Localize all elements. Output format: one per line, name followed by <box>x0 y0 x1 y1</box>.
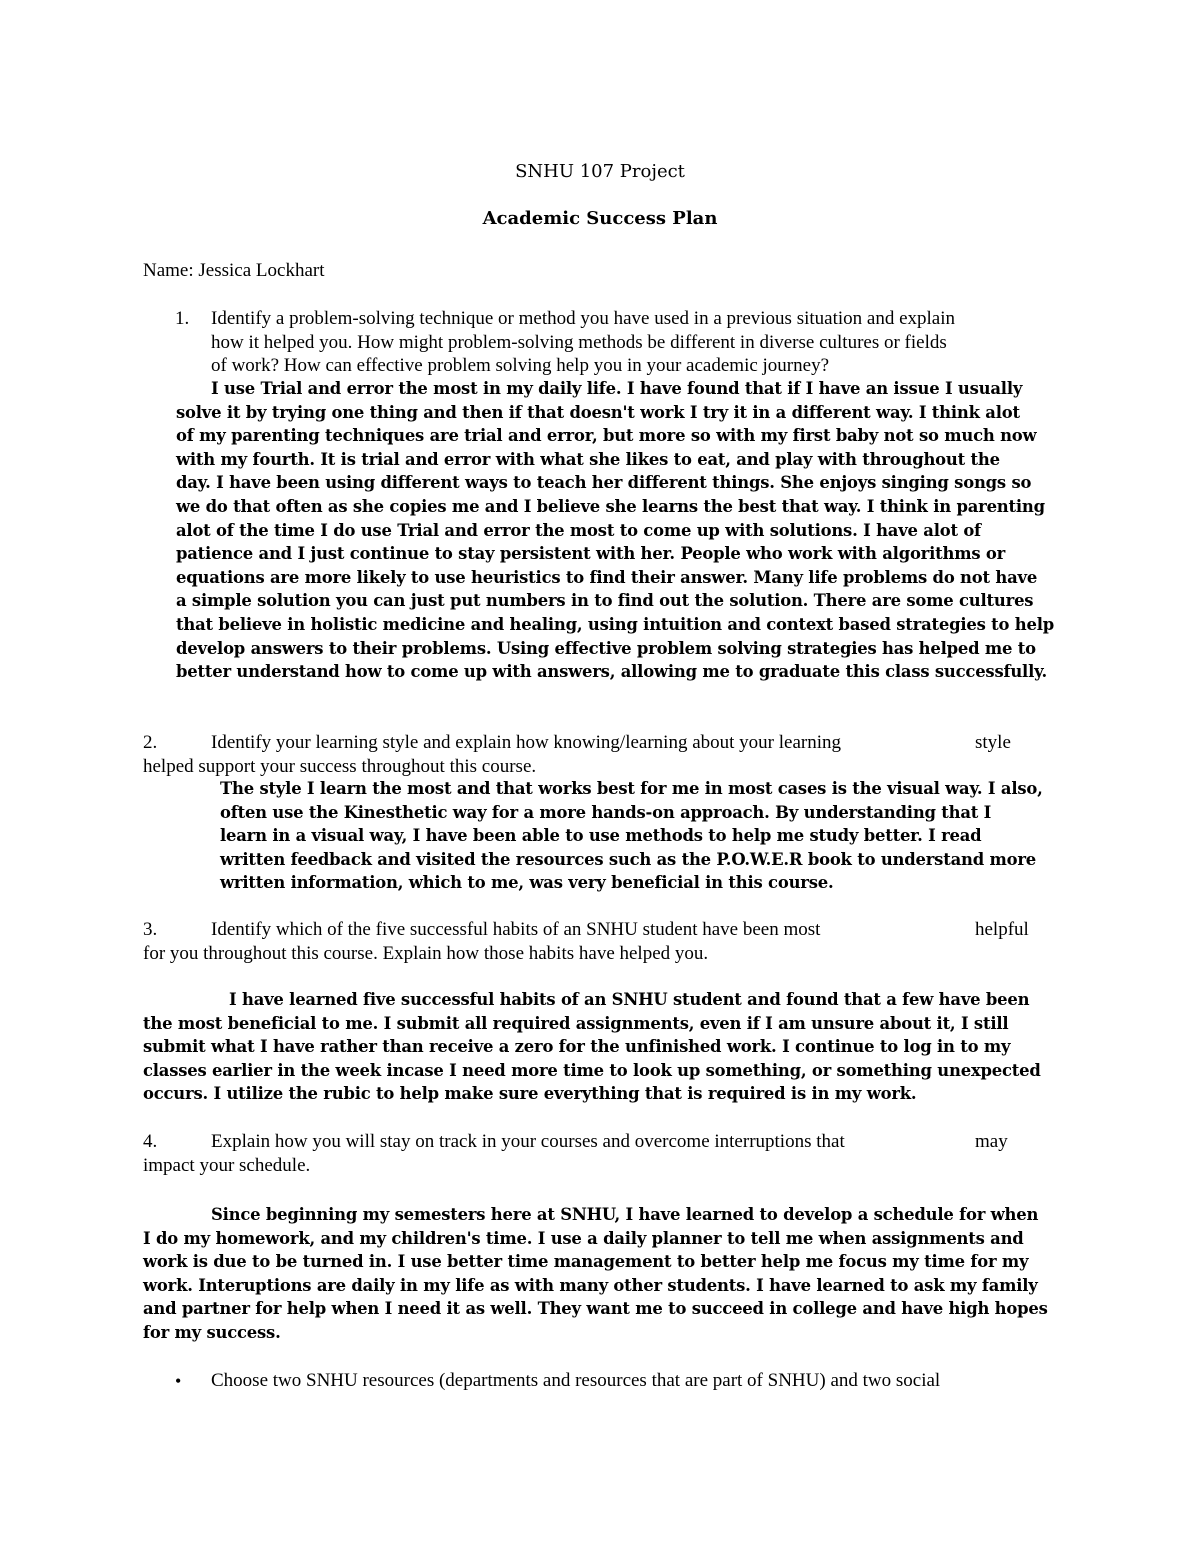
answer-2-line: written information, which to me, was very beneficial in this course. <box>220 873 834 893</box>
question-2-number: 2. <box>143 732 158 753</box>
answer-2 <box>220 777 1043 895</box>
answer-4-line: work. Interuptions are daily in my life as with many other students. I have learned to ask my family <box>143 1275 1038 1295</box>
question-4-number: 4. <box>143 1131 158 1152</box>
document-title: SNHU 107 Project <box>515 161 685 182</box>
answer-3 <box>143 988 1041 1106</box>
question-1-line: of work? How can effective problem solving help you in your academic journey? <box>211 355 830 376</box>
question-1-number: 1. <box>175 308 190 329</box>
answer-1-line: better understand how to come up with answers, allowing me to graduate this class successfully. <box>176 662 1048 682</box>
answer-3-line: submit what I have rather than receive a zero for the unfinished work. I continue to log in to my <box>143 1037 1011 1057</box>
answer-4 <box>143 1203 1048 1345</box>
answer-4-line: work is due to be turned in. I use better time management to better help me focus my time for my <box>143 1252 1029 1272</box>
question-3-text-end: helpful <box>975 919 1029 940</box>
answer-1-line: a simple solution you can just put numbers in to find out the solution. There are some cultures <box>176 591 1034 611</box>
answer-1 <box>176 377 1054 684</box>
answer-1-line: patience and I just continue to stay persistent with her. People who work with algorithms or <box>176 544 1006 564</box>
answer-3-line: occurs. I utilize the rubic to help make sure everything that is required is in my work. <box>143 1084 917 1104</box>
question-1-text <box>211 307 955 378</box>
question-4-text: Explain how you will stay on track in your courses and overcome interruptions that <box>211 1131 845 1152</box>
question-4-text-cont: impact your schedule. <box>143 1155 311 1176</box>
answer-4-line: Since beginning my semesters here at SNHU, I have learned to develop a schedule for when <box>211 1205 1039 1224</box>
answer-4-line: I do my homework, and my children's time. I use a daily planner to tell me when assignments and <box>143 1228 1024 1248</box>
answer-1-line: solve it by trying one thing and then if that doesn't work I try it in a different way. I think alot <box>176 402 1020 422</box>
answer-1-line: with my fourth. It is trial and error with what she likes to eat, and play with throughout the <box>176 449 1000 469</box>
answer-1-line: day. I have been using different ways to teach her different things. She enjoys singing songs so <box>176 473 1032 493</box>
question-2-text-end: style <box>975 732 1011 753</box>
question-2-text-cont: helped support your success throughout this course. <box>143 756 537 777</box>
answer-2-line: The style I learn the most and that works best for me in most cases is the visual way. I also, <box>220 779 1043 798</box>
answer-1-line: alot of the time I do use Trial and error the most to come up with solutions. I have alot of <box>176 520 981 540</box>
question-3-number: 3. <box>143 919 158 940</box>
question-1-line: how it helped you. How might problem-solving methods be different in diverse cultures or fields <box>211 331 947 353</box>
answer-1-line: develop answers to their problems. Using effective problem solving strategies has helped me to <box>176 638 1036 658</box>
answer-1-line: I use Trial and error the most in my daily life. I have found that if I have an issue I usually <box>211 379 1023 398</box>
answer-2-line: learn in a visual way, I have been able to use methods to help me study better. I read <box>220 826 982 846</box>
answer-1-line: equations are more likely to use heuristics to find their answer. Many life problems do not have <box>176 567 1038 587</box>
question-1-line: Identify a problem-solving technique or method you have used in a previous situation and explain <box>211 308 955 329</box>
question-3-text-cont: for you throughout this course. Explain how those habits have helped you. <box>143 943 709 964</box>
question-2-text: Identify your learning style and explain how knowing/learning about your learning <box>211 732 842 753</box>
answer-4-line: and partner for help when I need it as well. They want me to succeed in college and have high hopes <box>143 1299 1048 1319</box>
answer-3-line: I have learned five successful habits of an SNHU student and found that a few have been <box>229 990 1030 1009</box>
question-3-text: Identify which of the five successful habits of an SNHU student have been most <box>211 919 821 940</box>
student-name: Name: Jessica Lockhart <box>143 260 325 281</box>
document-subtitle: Academic Success Plan <box>482 208 718 229</box>
answer-1-line: of my parenting techniques are trial and error, but more so with my first baby not so much now <box>176 426 1037 446</box>
answer-2-line: written feedback and visited the resources such as the P.O.W.E.R book to understand more <box>220 849 1037 869</box>
answer-1-line: we do that often as she copies me and I believe she learns the best that way. I think in parenting <box>176 496 1045 516</box>
question-4-text-end: may <box>975 1131 1008 1152</box>
answer-1-line: that believe in holistic medicine and healing, using intuition and context based strategies to help <box>176 614 1055 634</box>
answer-3-line: classes earlier in the week incase I need more time to look up something, or something unexpected <box>143 1060 1041 1080</box>
answer-2-line: often use the Kinesthetic way for a more hands-on approach. By understanding that I <box>220 802 992 822</box>
answer-4-line: for my success. <box>143 1322 281 1342</box>
bullet-icon: • <box>175 1371 182 1391</box>
answer-3-line: the most beneficial to me. I submit all required assignments, even if I am unsure about it, I still <box>143 1013 1009 1033</box>
bullet-item-text: Choose two SNHU resources (departments and resources that are part of SNHU) and two social <box>211 1370 941 1391</box>
